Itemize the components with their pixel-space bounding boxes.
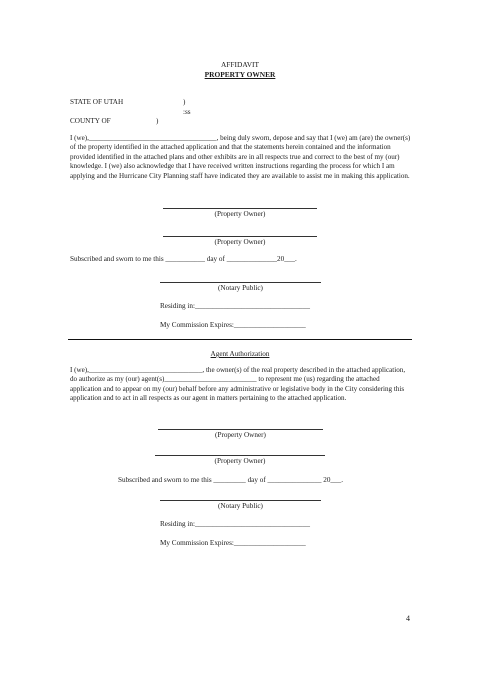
owner-signature-label-2: (Property Owner)	[214, 238, 266, 246]
owner-notary-signature-line[interactable]	[160, 282, 321, 283]
agent-commission-expires: My Commission Expires:____________________	[160, 539, 306, 547]
agent-owner-signature-line-2[interactable]	[155, 455, 325, 456]
agent-notary-label: (Notary Public)	[218, 502, 263, 510]
county-paren: )	[156, 117, 159, 125]
county-label: COUNTY OF	[70, 117, 111, 125]
ss-label: :ss	[183, 108, 191, 116]
agent-authorization-heading: Agent Authorization	[210, 350, 270, 358]
document-subtitle: PROPERTY OWNER	[204, 70, 276, 79]
owner-commission-expires: My Commission Expires:____________________	[160, 321, 306, 329]
page-number: 4	[406, 614, 410, 623]
owner-residing-in: Residing in:________________________________	[160, 302, 310, 310]
owner-notary-label: (Notary Public)	[218, 284, 263, 292]
agent-sworn-statement: Subscribed and sworn to me this _________ day of _______________ 20___.	[118, 476, 343, 484]
owner-sworn-statement: Subscribed and sworn to me this ___________ day of ______________20___.	[70, 255, 297, 263]
owner-signature-line-2[interactable]	[163, 236, 317, 237]
agent-notary-signature-line[interactable]	[160, 500, 321, 501]
agent-owner-signature-label-2: (Property Owner)	[214, 457, 266, 465]
state-label: STATE OF UTAH	[70, 98, 124, 106]
owner-signature-label-1: (Property Owner)	[214, 210, 266, 218]
agent-owner-signature-label-1: (Property Owner)	[215, 431, 266, 439]
state-paren: )	[183, 98, 186, 106]
owner-signature-line-1[interactable]	[163, 208, 317, 209]
section-divider	[68, 339, 412, 340]
owner-affidavit-paragraph: I (we),____________________________________, being duly sworn, depose and say that I (we) am (are) the owner(s) of the property identified in the attached application and that the statements herein contained and the information provided identified in the attached plans and other exhibits are in all respects true and correct to the best of my (our) knowledge. I (we) also acknowledge that I have received written instructions regarding the process for which I am applying and the Hurricane City Planning staff have indicated they are available to assist me in making this application.	[70, 134, 411, 180]
document-title: AFFIDAVIT	[220, 60, 260, 69]
agent-authorization-paragraph: I (we),________________________________, the owner(s) of the real property described in the attached application, do authorize as my (our) agent(s)__________________________ to represent me (us) regarding the attached application and to appear on my (our) behalf before any administrative or legislative body in the City considering this application and to act in all respects as our agent in matters pertaining to the attached application.	[70, 366, 406, 403]
agent-owner-signature-line-1[interactable]	[158, 429, 323, 430]
agent-residing-in: Residing in:________________________________	[160, 520, 310, 528]
